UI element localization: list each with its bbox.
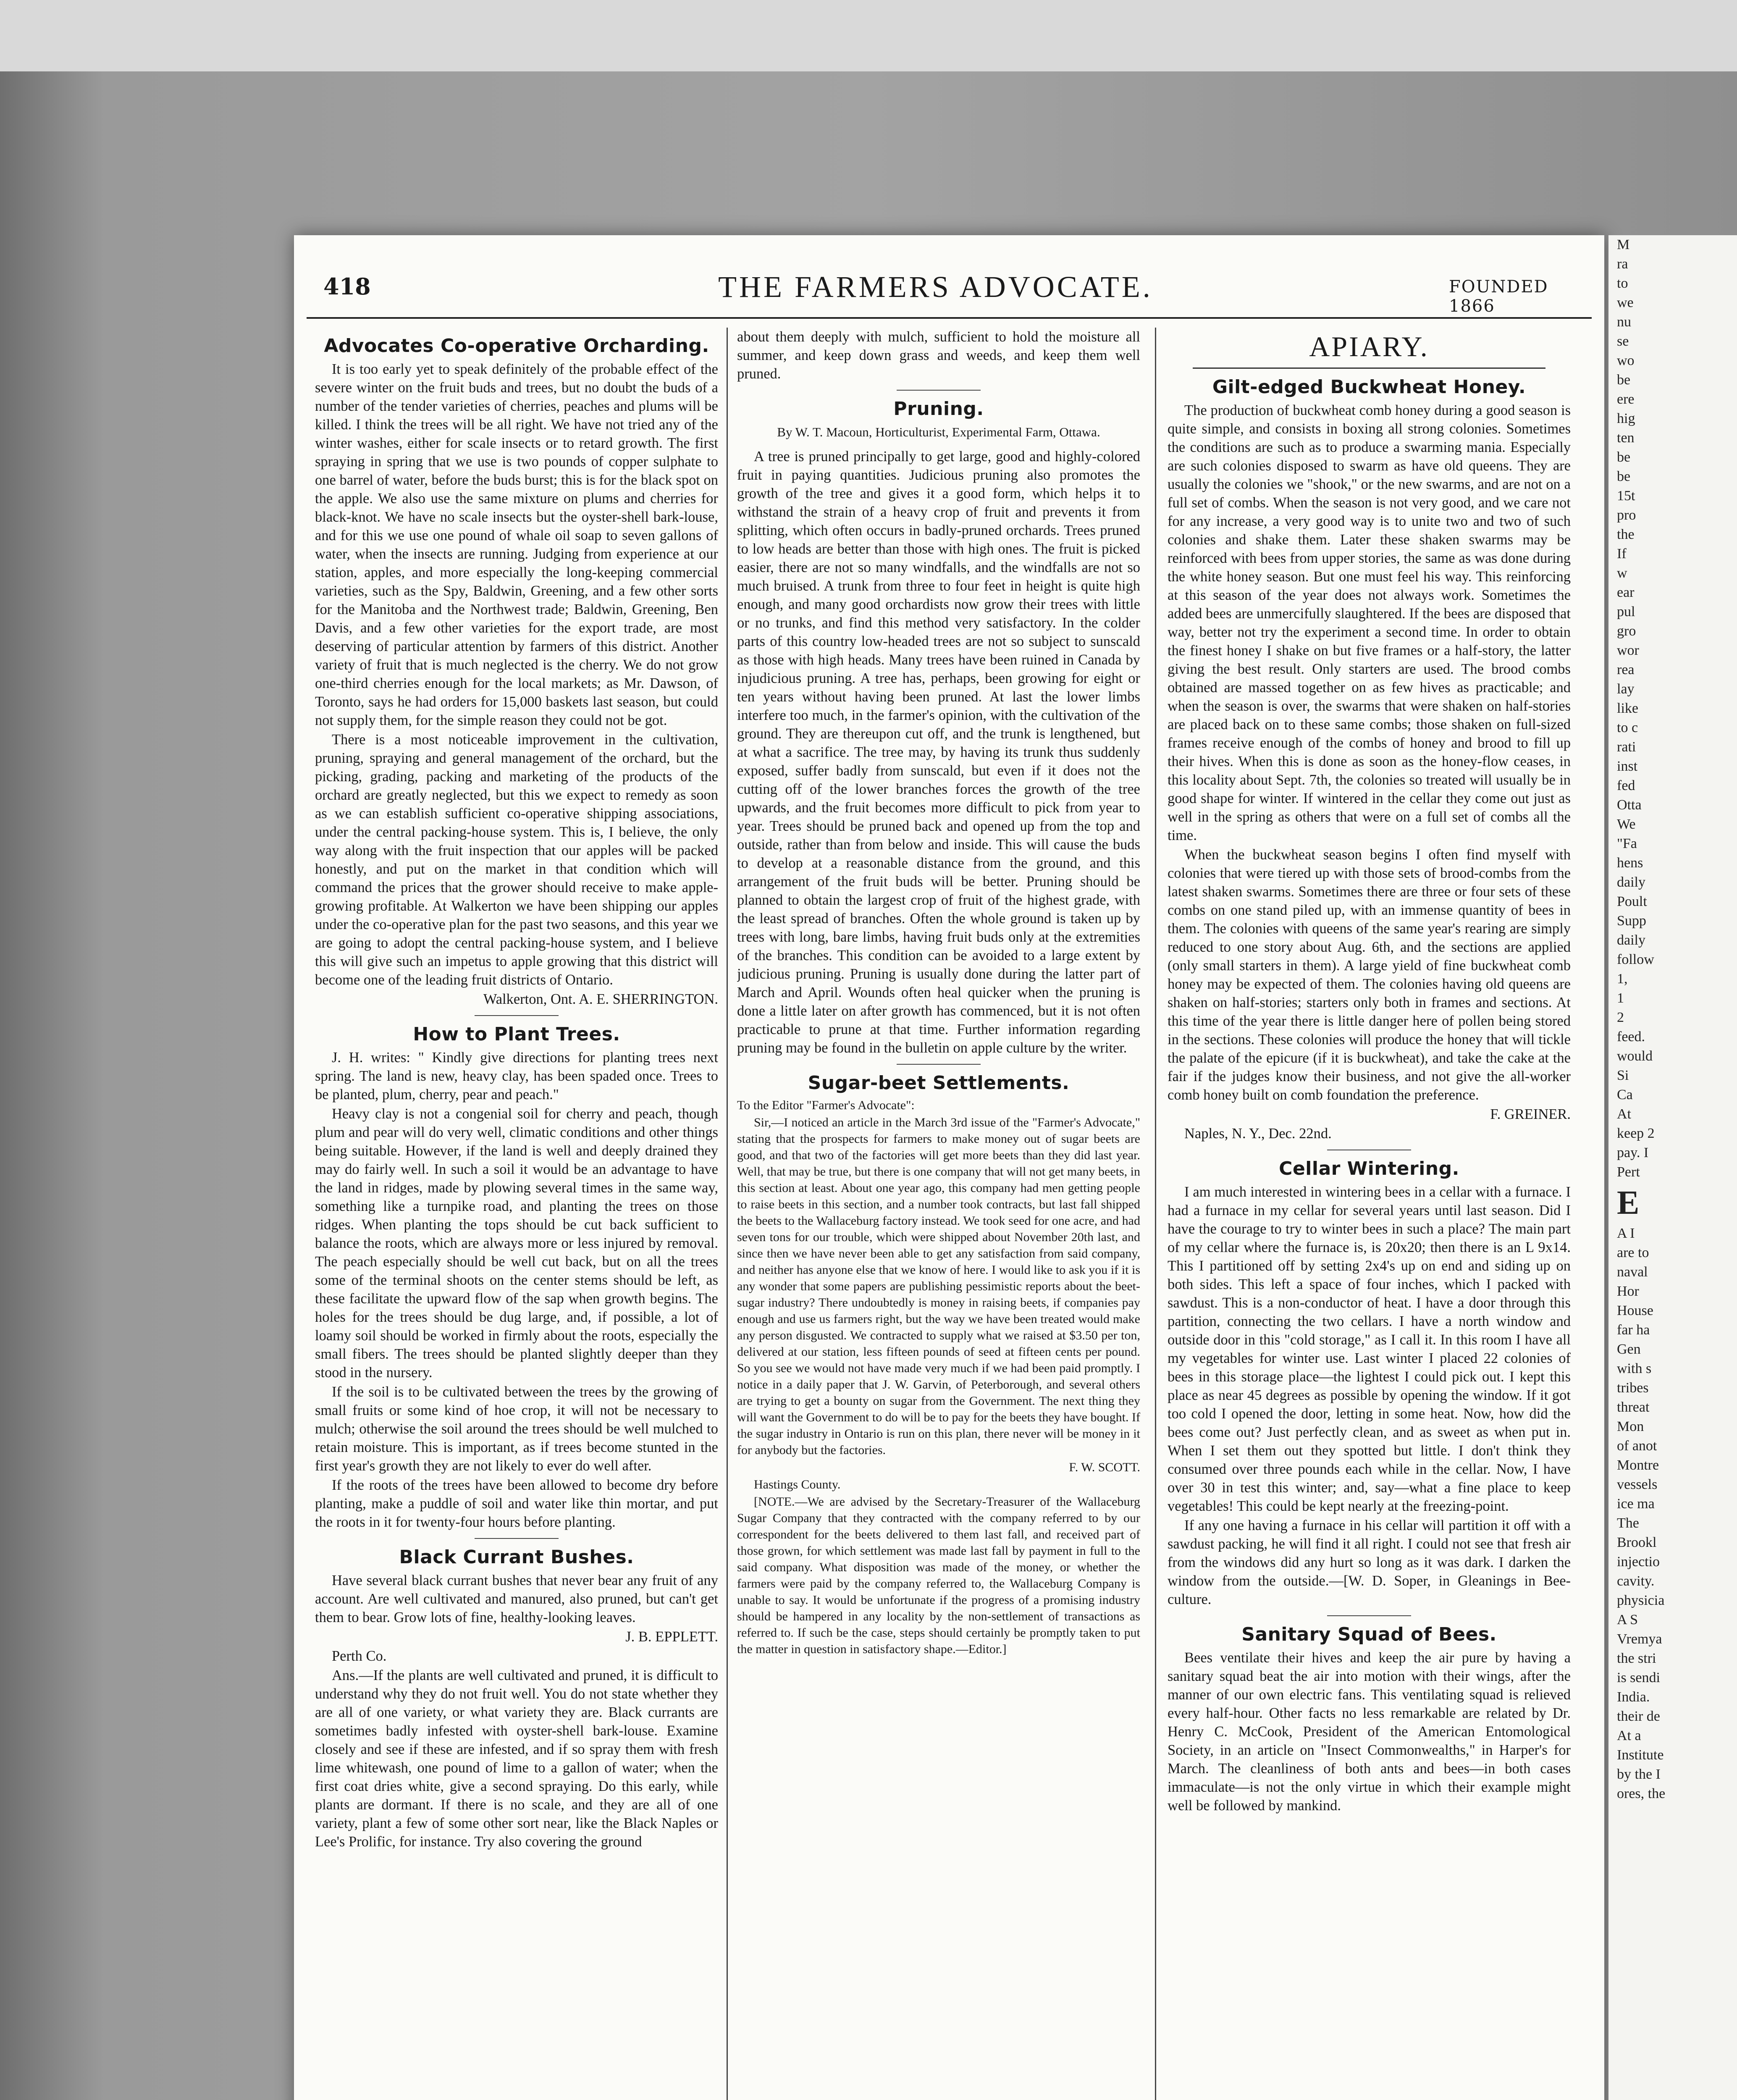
facing-fragment: ra	[1617, 256, 1628, 272]
facing-fragment: daily	[1617, 874, 1645, 890]
paragraph: J. H. writes: " Kindly give directions for planting trees next spring. The land is new, heavy clay, has been spaded once. Trees to be planted, plum, cherry, pear and peach."	[315, 1050, 718, 1102]
question: Have several black currant bushes that never bear any fruit of any account. Are well cultivated and manured, also pruned, but can't get them to bear. Grow lots of fine, healthy-looking leaves.	[315, 1572, 718, 1625]
facing-fragment: 1	[1617, 990, 1624, 1006]
newspaper-page	[294, 235, 1604, 2100]
facing-fragment: wo	[1617, 353, 1635, 368]
facing-fragment: to	[1617, 276, 1628, 291]
paragraph: A tree is pruned principally to get large, good and highly-colored fruit in paying quantities. Judicious pruning also promotes the growth of the tree and gives it a good form, which helps it to withstand the strain of a heavy crop of fruit and prevents it from splitting, which often occurs in badly-pruned orchards. Trees pruned to low heads are better than those with high ones. The fruit is picked easier, there are not so many windfalls, and the windfalls are not so much bruised. A trunk from three to four feet in height is quite high enough, and many good orchardists now grow their trees with little or no trunks, and find this method very satisfactory. In the colder parts of this country low-headed trees are not so subject to sunscald as those with high heads. Many trees have been ruined in Canada by injudicious pruning. A tree has, perhaps, been growing for eight or ten years without having been pruned. At last the lower limbs interfere too much, in the farmer's opinion, with the cultivation of the ground. They are thereupon cut off, and the trunk is lengthened, but at what a sacrifice. The tree may, by having its trunk thus suddenly exposed, suffer badly from sunscald, but even if it does not the cutting off of the lower branches forces the growth of the tree upwards, and the fruit becomes more difficult to pick from year to year. Trees should be pruned back and opened up from the top and outside, rather than from below and inside. This will cause the buds to develop at a reasonable distance from the ground, and this arrangement of the fruit buds will be better. Pruning should be planned to obtain the largest crop of fruit of the highest grade, with the least spread of branches. Often the whole ground is taken up by trees with long, bare limbs, having fruit buds only at the extremities of the branches. This condition can be avoided to a large extent by judicious pruning. Pruning is usually done during the latter part of March and April. Wounds often heal quicker when the pruning is done a little later on after growth has commenced, but it is not often practicable to prune at that time. Further information regarding pruning may be found in the bulletin on apple culture by the writer.	[737, 449, 1140, 1056]
article-title: Sanitary Squad of Bees.	[1241, 1624, 1497, 1645]
scan-top-margin	[0, 0, 1737, 71]
facing-fragment: pay. I	[1617, 1145, 1649, 1160]
facing-fragment: be	[1617, 449, 1631, 465]
location: Perth Co.	[332, 1648, 387, 1664]
facing-fragment: Institute	[1617, 1747, 1664, 1763]
facing-fragment: their de	[1617, 1709, 1660, 1724]
facing-fragment: the	[1617, 527, 1635, 542]
signature: F. GREINER.	[1490, 1106, 1571, 1122]
paragraph: The production of buckwheat comb honey during a good season is quite simple, and consists in boxing all strong colonies. Sometimes the conditions are such as to produce a swarming mania. Especially are such colonies disposed to swarm as have old queens. They are usually the colonies we "shook," or the new swarms, and are not on a full set of combs. When the season is not very good, and we care not for any increase, a very good way is to unite two and two of such colonies and shake them. Later these shaken swarms may be reinforced with bees from upper stories, the same as was done during the white honey season. But one must feel his way. This reinforcing at this season of the year does not always work. Sometimes the added bees are unmercifully slaughtered. If the bees are disposed that way, better not try the experiment a second time. In order to obtain the finest honey I shake on but five frames or a half-story, the latter giving the best result. Only starters are used. The brood combs obtained are massed together on as few hives as practicable; and when the season is over, the swarms that were shaken on half-stories are placed back on to these same combs; those shaken on full-sized frames receive enough of the combs of honey and brood to fill up their hives. When this is done as soon as the honey-flow ceases, in this locality about Sept. 7th, the colonies so treated will usually be in good shape for winter. If wintered in the cellar they come out just as well in the spring as others that were on a full set of combs all the time.	[1168, 402, 1571, 843]
facing-fragment: The	[1617, 1515, 1639, 1531]
editor-note: [NOTE.—We are advised by the Secretary-Treasurer of the Wallaceburg Sugar Company that they contracted with the company referred to by our correspondent for the beets delivered to them last fall, and received part of those grown, for which settlement was made last fall by payment in full to the said company. What disposition was made of the money, or whether the farmers were paid by the company referred to, the Wallaceburg Company is unable to say. It would be unfortunate if the progress of a promising industry should be hampered in any locality by the non-settlement of transactions as referred to. If such be the case, steps should certainly be promptly taken to put the matter in question in satisfactory shape.—Editor.]	[737, 1495, 1140, 1656]
facing-fragment: House	[1617, 1303, 1653, 1318]
paragraph: There is a most noticeable improvement in the cultivation, pruning, spraying and general management of the orchard, but the picking, grading, packing and marketing of the products of the orchard are greatly neglected, but this we expect to remedy as soon as we can establish sufficient co-operative shipping associations, under the central packing-house system. This is, I believe, the only way along with the fruit inspection that our apples will be packed honestly, and put on the market in that condition which will command the prices that the grower should receive to make apple-growing profitable. At Walkerton we have been shipping our apples under the co-operative plan for the past two seasons, and this year we are going to adopt the central packing-house system, and I believe this will give such an impetus to apple growing that this district will become one of the leading fruit districts of Ontario.	[315, 732, 718, 988]
facing-fragment: se	[1617, 333, 1629, 349]
column-1	[315, 328, 718, 1852]
article-black-currant-bushes	[315, 1546, 718, 1851]
answer: Ans.—If the plants are well cultivated and pruned, it is difficult to understand why they do not fruit well. You do not state whether they are all of one variety, or what variety they are. Black currants are sometimes badly infested with oyster-shell bark-louse. Examine closely and see if these are infested, and if so spray them with fresh lime whitewash, one pound of lime to a gallon of water; when the first coat dries white, give a second spraying. Do this early, while plants are dormant. If there is no scale, and they are all of one variety, plant a few of some other sort near, like the Black Naples or Lee's Prolific, for instance. Try also covering the ground	[315, 1667, 718, 1850]
facing-fragment: pro	[1617, 507, 1636, 523]
facing-fragment: At a	[1617, 1728, 1641, 1743]
facing-fragment: A S	[1617, 1612, 1638, 1628]
facing-fragment: is sendi	[1617, 1670, 1660, 1685]
facing-fragment: fed	[1617, 778, 1635, 793]
facing-fragment: of anot	[1617, 1438, 1657, 1454]
divider	[897, 390, 981, 391]
facing-fragment: Brookl	[1617, 1535, 1657, 1550]
facing-fragment: physicia	[1617, 1593, 1665, 1608]
article-sugar-beet-settlements	[737, 1072, 1140, 1657]
facing-fragment: follow	[1617, 952, 1654, 967]
facing-fragment: vessels	[1617, 1477, 1658, 1492]
facing-fragment: Hor	[1617, 1284, 1639, 1299]
paragraph: It is too early yet to speak definitely of the probable effect of the severe winter on the fruit buds and trees, but no doubt the buds of a number of the tender varieties of cherries, peaches and plums will be killed. I think the trees will be all right. We have not tried any of the winter washes, either for scale insects or to retard growth. The first spraying in spring that we use is two pounds of copper sulphate to one barrel of water, before the buds burst; this is for the black spot on the apple. We also use the same mixture on plums and cherries for black-knot. We have no scale insects but the oyster-shell bark-louse, and for this we use one pound of whale oil soap to seven gallons of water, when the insects are running. Judging from experience at our station, apples, and more especially the long-keeping commercial varieties, such as the Spy, Baldwin, Greening, and a few other sorts for the Manitoba and the Northwest trade; Baldwin, Greening, Ben Davis, and a few other varieties for the export trade, are most deserving of particular attention by farmers of this district. Another variety of fruit that is much neglected is the cherry. We do not grow one-third cherries enough for the local markets; as Mr. Dawson, of Toronto, says he had orders for 15,000 baskets last season, but could not supply them, for the simple reason they could not be got.	[315, 361, 718, 728]
salutation: To the Editor "Farmer's Advocate":	[737, 1098, 915, 1112]
divider	[475, 1538, 559, 1539]
divider	[1327, 1615, 1411, 1616]
facing-fragment: cavity.	[1617, 1573, 1655, 1589]
facing-fragment: Ca	[1617, 1087, 1633, 1102]
column-3	[1168, 328, 1571, 1816]
facing-fragment: feed.	[1617, 1029, 1645, 1045]
facing-fragment: Mon	[1617, 1419, 1644, 1434]
facing-fragment: be	[1617, 372, 1631, 388]
facing-fragment: Vremya	[1617, 1631, 1662, 1647]
facing-fragment: with s	[1617, 1361, 1652, 1376]
facing-fragment: ice ma	[1617, 1496, 1655, 1512]
article-sanitary-squad-of-bees	[1168, 1624, 1571, 1815]
facing-fragment: If	[1617, 546, 1627, 562]
facing-fragment: wor	[1617, 643, 1639, 658]
facing-fragment: far ha	[1617, 1322, 1650, 1338]
facing-fragment: lay	[1617, 681, 1635, 697]
article-title: Pruning.	[893, 398, 984, 420]
paragraph: If any one having a furnace in his cellar will partition it off with a sawdust packing, he will find it all right. I could not see that fresh air from the windows did any hurt so long as it was dark. I darken the window from the outside.—[W. D. Soper, in Gleanings in Bee-culture.	[1168, 1517, 1571, 1607]
article-cellar-wintering	[1168, 1158, 1571, 1609]
article-pruning	[737, 398, 1140, 1057]
facing-fragment: pul	[1617, 604, 1635, 620]
masthead: THE FARMERS ADVOCATE.	[718, 270, 1153, 304]
facing-fragment: Pert	[1617, 1164, 1640, 1180]
paragraph: If the roots of the trees have been allowed to become dry before planting, make a puddle of soil and water like thin mortar, and put the roots in it for twenty-four hours before planting.	[315, 1477, 718, 1530]
article-title: Sugar-beet Settlements.	[808, 1072, 1070, 1094]
facing-fragment: At	[1617, 1106, 1631, 1122]
facing-fragment: ten	[1617, 430, 1635, 446]
facing-fragment: nu	[1617, 314, 1631, 330]
column-rule-1	[727, 328, 728, 2100]
facing-fragment: Montre	[1617, 1457, 1659, 1473]
article-title: Black Currant Bushes.	[399, 1546, 634, 1568]
founded-label: FOUNDED 1866	[1449, 277, 1548, 316]
facing-fragment: hens	[1617, 855, 1643, 871]
article-how-to-plant-trees	[315, 1024, 718, 1531]
facing-fragment: A I	[1617, 1226, 1635, 1241]
facing-fragment: we	[1617, 295, 1634, 310]
facing-fragment: M	[1617, 237, 1630, 252]
divider	[475, 1015, 559, 1016]
signature: J. B. EPPLETT.	[625, 1629, 718, 1645]
signature: F. W. SCOTT.	[1069, 1460, 1140, 1474]
facing-fragment: Otta	[1617, 797, 1642, 813]
facing-fragment: naval	[1617, 1264, 1648, 1280]
facing-fragment: gro	[1617, 623, 1636, 639]
facing-fragment: ere	[1617, 391, 1635, 407]
facing-fragment: Gen	[1617, 1341, 1641, 1357]
facing-fragment: inst	[1617, 759, 1638, 774]
facing-fragment: ores, the	[1617, 1786, 1666, 1801]
facing-fragment: rea	[1617, 662, 1635, 677]
continuation-text: about them deeply with mulch, sufficient to hold the moisture all summer, and keep down grass and weeds, and keep them well pruned.	[737, 329, 1140, 382]
facing-fragment: Si	[1617, 1068, 1629, 1083]
article-title: Gilt-edged Buckwheat Honey.	[1212, 376, 1526, 398]
page-number: 418	[323, 273, 371, 300]
facing-fragment: hig	[1617, 411, 1635, 426]
facing-fragment: threat	[1617, 1399, 1650, 1415]
facing-fragment: rati	[1617, 739, 1636, 755]
facing-fragment: We	[1617, 816, 1636, 832]
facing-fragment: injectio	[1617, 1554, 1660, 1570]
facing-fragment: tribes	[1617, 1380, 1649, 1396]
section-rule	[1193, 368, 1545, 369]
page-header	[307, 270, 1592, 316]
paragraph: I am much interested in wintering bees in a cellar with a furnace. I had a furnace in my cellar for several years until last season. Did I have the courage to try to winter bees in such a place? The main part of my cellar where the furnace is, is 20x20; then there is an L 9x14. This I partitioned off by setting 2x4's up on end and siding up on both sides. This left a space of four inches, which I packed with sawdust. This is a non-conductor of heat. I have a door through this partition, connecting the two cellars. I have a north window and outside door in this "cold storage," as I call it. In this room I have all my vegetables for winter use. Last winter I placed 22 colonies of bees in this storage place—the lightest I could pick out. I kept this place as near 45 degrees as possible by opening the window. If it got too cold I opened the door, letting in some heat. Now, how did the bees come out? Just perfectly clean, and as sweet as when put in. When I set them out they spotted but little. I don't think they consumed over three pounds each while in the cellar. Now, I have over 30 in test this winter; and, say—what a fine place to keep vegetables! This could be kept nearly at the freezing-point.	[1168, 1184, 1571, 1514]
location: Hastings County.	[754, 1478, 841, 1491]
column-rule-2	[1155, 328, 1156, 2100]
facing-fragment: are to	[1617, 1245, 1649, 1260]
facing-fragment: 15t	[1617, 488, 1635, 504]
article-title: How to Plant Trees.	[413, 1024, 620, 1045]
byline: By W. T. Macoun, Horticulturist, Experimental Farm, Ottawa.	[777, 425, 1100, 439]
article-title: Cellar Wintering.	[1279, 1158, 1459, 1179]
article-cooperative-orcharding	[315, 335, 718, 1008]
facing-fragment: the stri	[1617, 1651, 1656, 1666]
facing-fragment: be	[1617, 469, 1631, 484]
facing-fragment: like	[1617, 701, 1638, 716]
signature: Walkerton, Ont. A. E. SHERRINGTON.	[483, 991, 718, 1007]
paragraph: Bees ventilate their hives and keep the air pure by having a sanitary squad beat the air into motion with their wings, after the manner of our own electric fans. This ventilating squad is relieved every half-hour. Other facts no less remarkable are related by Dr. Henry C. McCook, President of the American Entomological Society, in an article on "Insect Commonwealths," in Harper's for March. The cleanliness of both ants and bees—in both cases immaculate—is not the only virtue in which their example might well be followed by mankind.	[1168, 1650, 1571, 1814]
facing-fragment: E	[1617, 1184, 1640, 1221]
facing-fragment: 1,	[1617, 971, 1628, 987]
header-rule	[307, 317, 1592, 319]
facing-fragment: India.	[1617, 1689, 1650, 1705]
paragraph: If the soil is to be cultivated between the trees by the growing of small fruits or some kind of hoe crop, it will not be necessary to mulch; otherwise the soil around the trees should be well mulched to retain moisture. This is important, as if trees become stunted in the first year's growth they are not likely to ever do well after.	[315, 1384, 718, 1474]
paragraph: Sir,—I noticed an article in the March 3rd issue of the "Farmer's Advocate," stating that the prospects for farmers to make money out of sugar beets are good, and that two of the factories will get more beets than they did last year. Well, that may be true, but there is one company that will not get many beets, in this section at least. About one year ago, this company had men getting people to raise beets in this section, and a number took contracts, but last fall shipped the beets to the Wallaceburg factory instead. We took seed for one acre, and had seven tons for our trouble, which were shipped about November 20th last, and since then we have never been able to get any satisfaction from said company, and neither has anyone else that we know of here. I would like to ask you if it is any wonder that some papers are publishing pessimistic reports about the beet-sugar industry? There undoubtedly is money in raising beets, if companies pay enough and use us farmers right, but the way we have been treated would make any person disgusted. We contracted to supply what we raised at $3.50 per ton, delivered at our station, less fifteen pounds of seed at fifteen cents per pound. So you see we would not have made very much if we had been paid promptly. I notice in a daily paper that J. W. Garvin, of Peterborough, and several others are trying to get a bounty on sugar from the Government. The next thing they will want the Government to do will be to pay for the beets they have bought. If the sugar industry in Ontario is run on this plan, there never will be money in it for anybody but the factories.	[737, 1116, 1140, 1457]
divider	[897, 1064, 981, 1065]
facing-fragment: daily	[1617, 932, 1645, 948]
facing-fragment: w	[1617, 565, 1627, 581]
facing-fragment: "Fa	[1617, 836, 1637, 851]
facing-fragment: ear	[1617, 585, 1635, 600]
facing-fragment: would	[1617, 1048, 1653, 1064]
paragraph: Heavy clay is not a congenial soil for cherry and peach, though plum and pear will do very well, climatic conditions and other things being suitable. However, if the land is well and deeply drained they may do fairly well. In such a soil it would be an advantage to have the land in ridges, made by plowing several times in the same way, something like a turnpike road, and planting the trees on those ridges. When planting the tops should be cut back sufficient to balance the roots, which are always more or less injured by removal. The peach especially should be well cut back, but on all the trees some of the terminal shoots on the center stems should be left, as these facilitate the upward flow of the sap when growth begins. The holes for the trees should be dug large, and, if possible, a lot of loamy soil should be worked in firmly about the roots, especially the small fibers. The trees should be planted slightly deeper than they stood in the nursery.	[315, 1106, 718, 1381]
facing-fragment: by the I	[1617, 1767, 1661, 1782]
article-gilt-edged-buckwheat-honey	[1168, 376, 1571, 1143]
section-title: APIARY.	[1309, 331, 1429, 362]
facing-fragment: 2	[1617, 1010, 1624, 1025]
article-title: Advocates Co-operative Orcharding.	[324, 335, 709, 357]
paragraph: When the buckwheat season begins I often find myself with colonies that were tiered up with those sets of brood-combs from the latest shaken swarms. Sometimes there are three or four sets of these combs on one stand piled up, with an immense quantity of bees in them. The colonies with queens of the same year's rearing are simply reduced to one story about Aug. 6th, and the sections are applied (only small starters in them). A large yield of fine buckwheat comb honey may be expected of them. The colonies having old queens are shaken on half-stories; starters only both in frames and sections. At this time of the year there is little danger here of pollen being stored in the sections. These colonies will produce the honey that will tickle the palate of the epicure (if it is buckwheat), and take the cake at the fair if the judges know their business, and not give the all-worker comb honey built on comb foundation the preference.	[1168, 847, 1571, 1103]
facing-page-edge	[1608, 235, 1737, 2100]
facing-fragment: to c	[1617, 720, 1638, 735]
facing-fragment: keep 2	[1617, 1126, 1655, 1141]
column-2	[737, 328, 1140, 1658]
facing-fragment: Supp	[1617, 913, 1646, 929]
facing-fragment: Poult	[1617, 894, 1647, 909]
location: Naples, N. Y., Dec. 22nd.	[1184, 1126, 1332, 1142]
